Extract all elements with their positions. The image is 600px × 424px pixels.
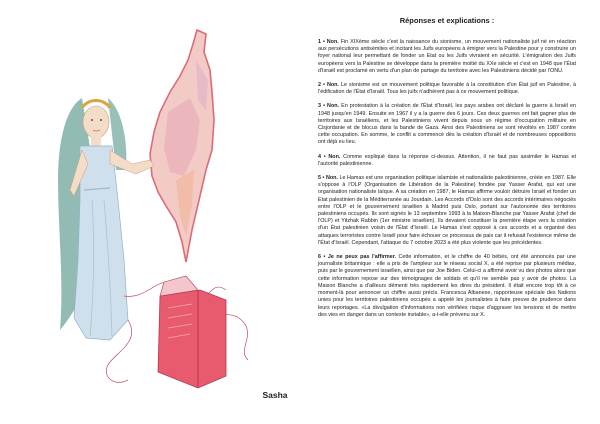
- answer-5-text: Le Hamas est une organisation politique islamiste et nationaliste palestinienne, créée en 1987. Elle s'oppose à l'OLP (Organisation de Libération de la Palestine) fondée par Yasser Arafat, qui est une organisation nationaliste laïque. A sa création en 1987, le Hamas affirme vouloir détruire Israël et fonder un Etat palestinien de la Méditerranée au Jourdain. Les Accords d'Oslo sont des accords intérimaires négociés entre l'OLP et le gouvernement israélien à Madrid puis Oslo, portant sur l'autonomie des territoires palestiniens occupés. Ils sont signés le 13 septembre 1993 à la Maison-Blanche par Yasser Arafat (chef de l'OLP) et Yitzhak Rabbin (1er ministre israélien). Ils devaient constituer la première étape vers la création d'un État palestinien voisin de l'État d'Israël. Le Hamas s'est opposé à ces accords et a organisé des attaques terroristes contre Israël pour faire échouer ce processus de paix car il refusait l'existence même de l'État d'Israël. Cependant, l'attaque du 7 octobre 2023 a été plus violente que les précédentes.: [318, 175, 576, 246]
- answer-4-label: 4 • Non.: [318, 153, 341, 160]
- red-book: [158, 276, 226, 388]
- map-of-palestine-israel: [150, 30, 214, 262]
- answer-3-text: En protestation à la création de l'État d'Israël, les pays arabes ont déclaré la guerre à Israël en 1948 jusqu'en 1949. Ensuite en 1967 il y a la guerre des 6 jours. Ces deux guerres ont fait gagner plus de territoires aux Israéliens, et les Palestiniens vivent depuis sous un régime d'occupation militaire en Cisjordanie et de blocus dans la bande de Gaza. Ainsi des Palestiniens se sont révoltés en 1987 contre cette occupation. En somme, le conflit a commencé dès la création d'Israël et de nombreuses oppositions ont déjà eu lieu.: [318, 103, 577, 146]
- answer-3: [318, 103, 576, 146]
- answer-6-label: 6 • Je ne peux pas l'affirmer.: [318, 254, 397, 261]
- answer-2: [318, 82, 576, 96]
- answer-6-text: Cette information, et le chiffre de 40 bébés, ont été annoncés par une journaliste britannique : elle a pris de l'ampleur sur le réseau social X, a été reprise par plusieurs médias, puis par le gouvernement israélien, ainsi que par Joe Biden. Celui-ci a affirmé avoir vu des photos alors que cette information repose sur des témoignages de soldats et qu'il ne semble pas y avoir de photos. La Maison Blanche a d'ailleurs démenti très rapidement les dires du président. Il était encore trop tôt à ce moment-là pour annoncer un chiffre aussi précis. Francesca Albanese, rapporteuse spéciale des Nations unies pour les territoires palestiniens occupés a appelé les journalistes à faire preuve de prudence dans leurs reportages. «La divulgation d'informations non vérifiées risque d'aggraver les tensions et de mettre des vies en danger dans un contexte instable», a-t-elle prévenu sur X.: [318, 254, 576, 318]
- answer-4: [318, 154, 576, 168]
- answer-5-label: 5 • Non.: [318, 175, 338, 182]
- signature-sasha: Sasha: [262, 390, 288, 400]
- answer-3-label: 3 • Non.: [318, 103, 340, 110]
- answer-1-text: Fin XIXème siècle c'est la naissance du sionisme, un mouvement nationaliste juif né en réaction aux persécutions antisémites et incitant les Juifs européens à émigrer vers la Palestine pour y construire un foyer national leur permettant de fonder un Etat ou les Juifs vivraient en sécurité. L'émigration des Juifs européens vers la Palestine se développe dans la première moitié du XXe siècle et c'est en 1948 que l'État d'Israël est proclamé en vertu d'un plan de partage du territoire avec les Palestiniens décidé par l'ONU.: [318, 39, 576, 74]
- answer-2-label: 2 • Non.: [318, 82, 339, 89]
- answer-4-text: Comme expliqué dans la réponse ci-dessus. Attention, il ne faut pas assimiler le Hamas et l'autorité palestinienne.: [318, 153, 576, 167]
- answer-5: [318, 175, 576, 247]
- answer-1: [318, 39, 576, 75]
- woman-figure: [58, 98, 154, 340]
- answer-1-label: 1 • Non.: [318, 39, 339, 45]
- answers-column: [318, 16, 576, 326]
- answer-6: [318, 254, 576, 319]
- answer-2-text: Le sionisme est un mouvement politique favorable à la constitution d'un État juif en Palestine, à l'édification de l'État d'Israël. Tous les juifs n'adhèrent pas à ce mouvement politique.: [318, 82, 576, 96]
- page-heading: Réponses et explications :: [399, 16, 495, 25]
